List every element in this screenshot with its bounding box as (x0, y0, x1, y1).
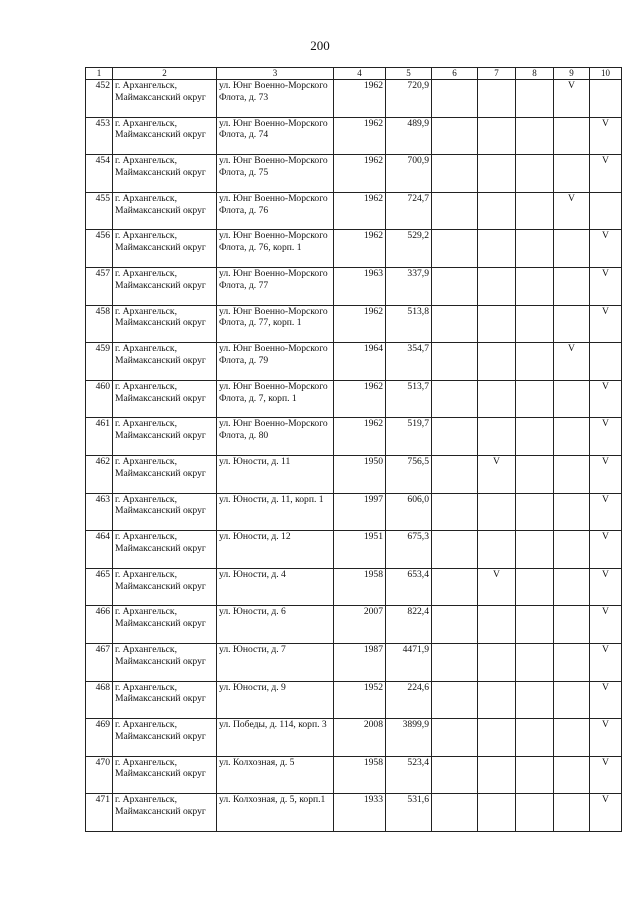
row-number: 467 (86, 643, 113, 681)
table-row (86, 719, 622, 757)
table-row (86, 643, 622, 681)
locality-cell: г. Архангельск, Маймаксанский округ (113, 380, 217, 418)
column-10-cell: V (590, 719, 622, 757)
column-10-cell: V (590, 380, 622, 418)
year-cell: 1962 (334, 418, 386, 456)
year-cell: 1962 (334, 305, 386, 343)
column-10-cell: V (590, 155, 622, 193)
locality-cell: г. Архангельск, Маймаксанский округ (113, 606, 217, 644)
table-row (86, 80, 622, 118)
column-7-cell (478, 230, 516, 268)
row-number: 457 (86, 267, 113, 305)
year-cell: 1962 (334, 192, 386, 230)
area-cell: 724,7 (386, 192, 432, 230)
row-number: 454 (86, 155, 113, 193)
column-6-cell (432, 117, 478, 155)
column-10-cell: V (590, 794, 622, 832)
column-9-cell (554, 455, 590, 493)
column-10-cell: V (590, 756, 622, 794)
column-6-cell (432, 643, 478, 681)
address-cell: ул. Юнг Военно-Морского Флота, д. 77 (217, 267, 334, 305)
locality-cell: г. Архангельск, Маймаксанский округ (113, 343, 217, 381)
table-row (86, 493, 622, 531)
column-10-cell: V (590, 568, 622, 606)
column-7-cell: V (478, 455, 516, 493)
column-7-cell (478, 531, 516, 569)
area-cell: 523,4 (386, 756, 432, 794)
row-number: 465 (86, 568, 113, 606)
column-6-cell (432, 80, 478, 118)
address-cell: ул. Колхозная, д. 5, корп.1 (217, 794, 334, 832)
column-7-cell (478, 380, 516, 418)
table-row (86, 230, 622, 268)
locality-cell: г. Архангельск, Маймаксанский округ (113, 267, 217, 305)
locality-cell: г. Архангельск, Маймаксанский округ (113, 643, 217, 681)
table-row (86, 681, 622, 719)
column-9-cell (554, 756, 590, 794)
column-8-cell (516, 80, 554, 118)
year-cell: 2007 (334, 606, 386, 644)
column-9-cell (554, 606, 590, 644)
table-row (86, 794, 622, 832)
table-body (86, 80, 622, 832)
area-cell: 653,4 (386, 568, 432, 606)
locality-cell: г. Архангельск, Маймаксанский округ (113, 230, 217, 268)
row-number: 470 (86, 756, 113, 794)
column-10-cell: V (590, 230, 622, 268)
address-cell: ул. Юности, д. 12 (217, 531, 334, 569)
column-7-cell (478, 794, 516, 832)
housing-register-table (85, 67, 622, 832)
table-row (86, 192, 622, 230)
locality-cell: г. Архангельск, Маймаксанский округ (113, 455, 217, 493)
area-cell: 675,3 (386, 531, 432, 569)
column-8-cell (516, 643, 554, 681)
column-8-cell (516, 305, 554, 343)
year-cell: 1952 (334, 681, 386, 719)
column-8-cell (516, 192, 554, 230)
year-cell: 1933 (334, 794, 386, 832)
year-cell: 1997 (334, 493, 386, 531)
column-10-cell: V (590, 418, 622, 456)
row-number: 453 (86, 117, 113, 155)
area-cell: 531,6 (386, 794, 432, 832)
table-row (86, 117, 622, 155)
address-cell: ул. Юнг Военно-Морского Флота, д. 80 (217, 418, 334, 456)
column-6-cell (432, 230, 478, 268)
area-cell: 513,7 (386, 380, 432, 418)
column-6-cell (432, 418, 478, 456)
column-9-cell (554, 681, 590, 719)
locality-cell: г. Архангельск, Маймаксанский округ (113, 117, 217, 155)
column-6-cell (432, 756, 478, 794)
column-6-cell (432, 531, 478, 569)
column-7-cell (478, 343, 516, 381)
locality-cell: г. Архангельск, Маймаксанский округ (113, 531, 217, 569)
area-cell: 3899,9 (386, 719, 432, 757)
area-cell: 700,9 (386, 155, 432, 193)
row-number: 455 (86, 192, 113, 230)
row-number: 468 (86, 681, 113, 719)
area-cell: 720,9 (386, 80, 432, 118)
column-7-cell (478, 192, 516, 230)
column-8-cell (516, 493, 554, 531)
year-cell: 1987 (334, 643, 386, 681)
table-row (86, 155, 622, 193)
column-10-cell: V (590, 531, 622, 569)
address-cell: ул. Юности, д. 7 (217, 643, 334, 681)
address-cell: ул. Юнг Военно-Морского Флота, д. 79 (217, 343, 334, 381)
row-number: 471 (86, 794, 113, 832)
column-8-cell (516, 794, 554, 832)
address-cell: ул. Юнг Военно-Морского Флота, д. 74 (217, 117, 334, 155)
year-cell: 1958 (334, 756, 386, 794)
column-9-cell (554, 531, 590, 569)
column-8-cell (516, 531, 554, 569)
locality-cell: г. Архангельск, Маймаксанский округ (113, 80, 217, 118)
column-7-cell (478, 493, 516, 531)
column-10-cell (590, 343, 622, 381)
year-cell: 1962 (334, 380, 386, 418)
table-row (86, 455, 622, 493)
column-number-7: 7 (478, 68, 516, 80)
address-cell: ул. Юности, д. 6 (217, 606, 334, 644)
column-8-cell (516, 380, 554, 418)
column-10-cell: V (590, 267, 622, 305)
column-8-cell (516, 606, 554, 644)
column-7-cell (478, 117, 516, 155)
area-cell: 337,9 (386, 267, 432, 305)
row-number: 461 (86, 418, 113, 456)
table-row (86, 343, 622, 381)
column-10-cell (590, 80, 622, 118)
table-row (86, 305, 622, 343)
row-number: 464 (86, 531, 113, 569)
page-number: 200 (310, 38, 330, 53)
year-cell: 1962 (334, 117, 386, 155)
address-cell: ул. Юности, д. 4 (217, 568, 334, 606)
column-10-cell (590, 192, 622, 230)
address-cell: ул. Юнг Военно-Морского Флота, д. 76 (217, 192, 334, 230)
address-cell: ул. Колхозная, д. 5 (217, 756, 334, 794)
locality-cell: г. Архангельск, Маймаксанский округ (113, 794, 217, 832)
table-row (86, 380, 622, 418)
year-cell: 1962 (334, 80, 386, 118)
column-7-cell (478, 418, 516, 456)
column-7-cell (478, 155, 516, 193)
year-cell: 2008 (334, 719, 386, 757)
column-number-10: 10 (590, 68, 622, 80)
address-cell: ул. Юнг Военно-Морского Флота, д. 77, корп. 1 (217, 305, 334, 343)
column-10-cell: V (590, 493, 622, 531)
column-6-cell (432, 192, 478, 230)
column-10-cell: V (590, 681, 622, 719)
area-cell: 513,8 (386, 305, 432, 343)
locality-cell: г. Архангельск, Маймаксанский округ (113, 719, 217, 757)
row-number: 459 (86, 343, 113, 381)
year-cell: 1950 (334, 455, 386, 493)
column-8-cell (516, 719, 554, 757)
column-number-2: 2 (113, 68, 217, 80)
year-cell: 1951 (334, 531, 386, 569)
column-6-cell (432, 343, 478, 381)
column-10-cell: V (590, 305, 622, 343)
column-9-cell (554, 719, 590, 757)
row-number: 462 (86, 455, 113, 493)
column-8-cell (516, 117, 554, 155)
area-cell: 354,7 (386, 343, 432, 381)
address-cell: ул. Юнг Военно-Морского Флота, д. 75 (217, 155, 334, 193)
address-cell: ул. Юнг Военно-Морского Флота, д. 76, корп. 1 (217, 230, 334, 268)
column-7-cell (478, 80, 516, 118)
column-number-5: 5 (386, 68, 432, 80)
table-row (86, 606, 622, 644)
column-7-cell (478, 719, 516, 757)
area-cell: 4471,9 (386, 643, 432, 681)
column-8-cell (516, 681, 554, 719)
year-cell: 1962 (334, 230, 386, 268)
column-9-cell (554, 230, 590, 268)
year-cell: 1958 (334, 568, 386, 606)
locality-cell: г. Архангельск, Маймаксанский округ (113, 681, 217, 719)
column-6-cell (432, 267, 478, 305)
table-row (86, 756, 622, 794)
row-number: 466 (86, 606, 113, 644)
column-7-cell (478, 606, 516, 644)
column-8-cell (516, 568, 554, 606)
column-number-row (86, 68, 622, 80)
year-cell: 1963 (334, 267, 386, 305)
column-number-4: 4 (334, 68, 386, 80)
address-cell: ул. Победы, д. 114, корп. 3 (217, 719, 334, 757)
column-9-cell (554, 380, 590, 418)
area-cell: 822,4 (386, 606, 432, 644)
column-6-cell (432, 794, 478, 832)
column-9-cell (554, 794, 590, 832)
column-9-cell: V (554, 192, 590, 230)
column-9-cell (554, 418, 590, 456)
column-9-cell (554, 643, 590, 681)
column-10-cell: V (590, 117, 622, 155)
column-8-cell (516, 343, 554, 381)
column-6-cell (432, 155, 478, 193)
column-number-9: 9 (554, 68, 590, 80)
column-9-cell (554, 493, 590, 531)
address-cell: ул. Юности, д. 11 (217, 455, 334, 493)
column-7-cell (478, 681, 516, 719)
row-number: 460 (86, 380, 113, 418)
column-9-cell (554, 305, 590, 343)
column-6-cell (432, 606, 478, 644)
column-8-cell (516, 155, 554, 193)
area-cell: 224,6 (386, 681, 432, 719)
column-6-cell (432, 455, 478, 493)
column-6-cell (432, 493, 478, 531)
column-6-cell (432, 380, 478, 418)
column-10-cell: V (590, 455, 622, 493)
column-7-cell (478, 643, 516, 681)
column-number-1: 1 (86, 68, 113, 80)
column-10-cell: V (590, 643, 622, 681)
row-number: 463 (86, 493, 113, 531)
area-cell: 529,2 (386, 230, 432, 268)
locality-cell: г. Архангельск, Маймаксанский округ (113, 305, 217, 343)
year-cell: 1962 (334, 155, 386, 193)
locality-cell: г. Архангельск, Маймаксанский округ (113, 568, 217, 606)
column-9-cell (554, 117, 590, 155)
column-7-cell: V (478, 568, 516, 606)
locality-cell: г. Архангельск, Маймаксанский округ (113, 418, 217, 456)
area-cell: 519,7 (386, 418, 432, 456)
table-header (86, 68, 622, 80)
column-8-cell (516, 230, 554, 268)
column-7-cell (478, 267, 516, 305)
row-number: 469 (86, 719, 113, 757)
locality-cell: г. Архангельск, Маймаксанский округ (113, 155, 217, 193)
column-number-3: 3 (217, 68, 334, 80)
row-number: 452 (86, 80, 113, 118)
column-8-cell (516, 756, 554, 794)
column-6-cell (432, 681, 478, 719)
table-row (86, 418, 622, 456)
year-cell: 1964 (334, 343, 386, 381)
table-row (86, 531, 622, 569)
address-cell: ул. Юнг Военно-Морского Флота, д. 7, корп. 1 (217, 380, 334, 418)
area-cell: 606,0 (386, 493, 432, 531)
row-number: 458 (86, 305, 113, 343)
column-9-cell: V (554, 80, 590, 118)
area-cell: 489,9 (386, 117, 432, 155)
column-8-cell (516, 418, 554, 456)
column-8-cell (516, 267, 554, 305)
column-8-cell (516, 455, 554, 493)
column-7-cell (478, 305, 516, 343)
area-cell: 756,5 (386, 455, 432, 493)
column-number-6: 6 (432, 68, 478, 80)
column-6-cell (432, 568, 478, 606)
address-cell: ул. Юности, д. 11, корп. 1 (217, 493, 334, 531)
locality-cell: г. Архангельск, Маймаксанский округ (113, 493, 217, 531)
column-9-cell (554, 568, 590, 606)
address-cell: ул. Юнг Военно-Морского Флота, д. 73 (217, 80, 334, 118)
column-number-8: 8 (516, 68, 554, 80)
column-9-cell (554, 155, 590, 193)
locality-cell: г. Архангельск, Маймаксанский округ (113, 756, 217, 794)
column-7-cell (478, 756, 516, 794)
column-6-cell (432, 305, 478, 343)
table-row (86, 267, 622, 305)
row-number: 456 (86, 230, 113, 268)
column-9-cell (554, 267, 590, 305)
table-row (86, 568, 622, 606)
address-cell: ул. Юности, д. 9 (217, 681, 334, 719)
column-9-cell: V (554, 343, 590, 381)
column-10-cell: V (590, 606, 622, 644)
locality-cell: г. Архангельск, Маймаксанский округ (113, 192, 217, 230)
column-6-cell (432, 719, 478, 757)
